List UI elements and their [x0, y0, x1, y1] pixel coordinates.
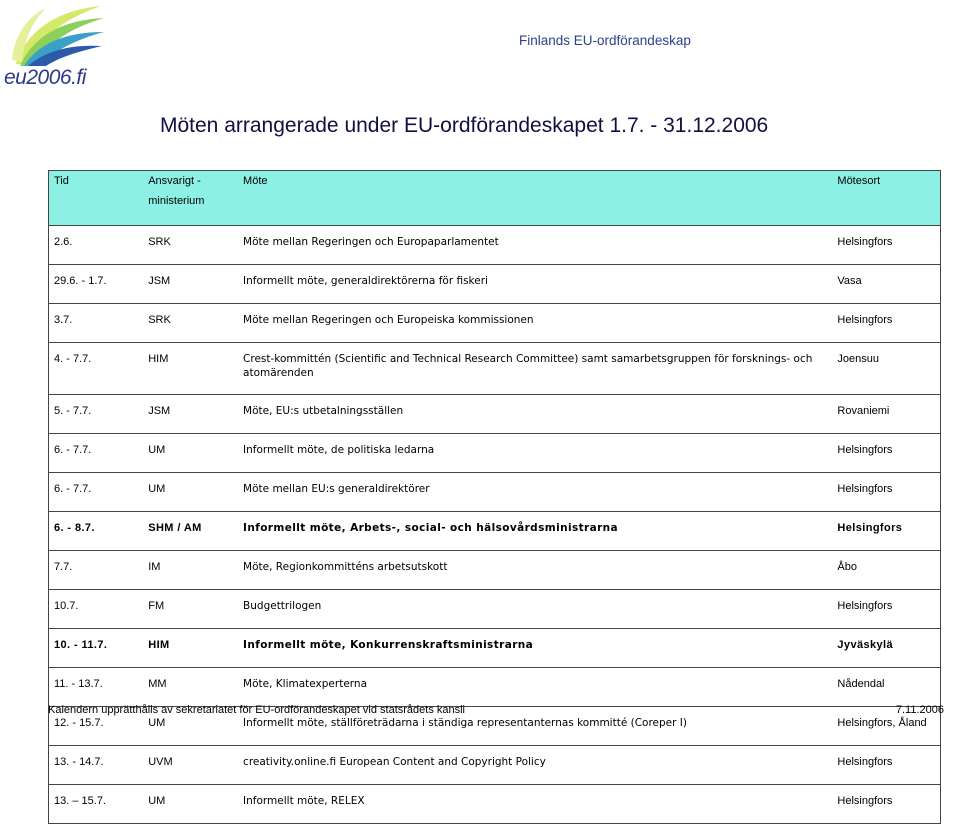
cell-ministerium: HIM: [148, 629, 243, 668]
cell-motesort: Jyväskylä: [837, 629, 940, 668]
table-row: [49, 226, 941, 265]
column-header-mote: Möte: [243, 171, 837, 226]
cell-ministerium: JSM: [148, 395, 243, 434]
cell-tid: 4. - 7.7.: [49, 343, 149, 395]
cell-motesort: Helsingfors: [837, 590, 940, 629]
cell-ministerium: HIM: [148, 343, 243, 395]
column-header-motesort: Mötesort: [837, 171, 940, 226]
cell-ministerium: UM: [148, 785, 243, 824]
cell-ministerium: FM: [148, 590, 243, 629]
cell-mote: Möte, Klimatexperterna: [243, 668, 837, 707]
column-header-ministerium-label: Ansvarigt - ministerium: [148, 175, 205, 207]
cell-tid: 11. - 13.7.: [49, 668, 149, 707]
cell-motesort: Helsingfors: [837, 746, 940, 785]
cell-motesort: Helsingfors: [837, 304, 940, 343]
cell-tid: 29.6. - 1.7.: [49, 265, 149, 304]
cell-ministerium: MM: [148, 668, 243, 707]
cell-mote: Möte mellan Regeringen och Europaparlamentet: [243, 226, 837, 265]
cell-ministerium: JSM: [148, 265, 243, 304]
cell-tid: 7.7.: [49, 551, 149, 590]
table-row: [49, 590, 941, 629]
table-row: [49, 512, 941, 551]
cell-ministerium: SRK: [148, 304, 243, 343]
cell-ministerium: UM: [148, 434, 243, 473]
cell-mote: Möte mellan Regeringen och Europeiska kommissionen: [243, 304, 837, 343]
presidency-label: Finlands EU-ordförandeskap: [519, 33, 691, 48]
cell-mote: Informellt möte, generaldirektörerna för fiskeri: [243, 265, 837, 304]
cell-tid: 3.7.: [49, 304, 149, 343]
cell-tid: 13. - 14.7.: [49, 746, 149, 785]
page-title: Möten arrangerade under EU-ordförandeskapet 1.7. - 31.12.2006: [160, 114, 769, 137]
table-row: [49, 785, 941, 824]
cell-tid: 12. - 15.7.: [49, 707, 149, 746]
table-row: [49, 551, 941, 590]
cell-tid: 10. - 11.7.: [49, 629, 149, 668]
cell-tid: 10.7.: [49, 590, 149, 629]
cell-ministerium: SHM / AM: [148, 512, 243, 551]
meeting-table: [48, 170, 941, 824]
cell-motesort: Helsingfors: [837, 434, 940, 473]
cell-mote: creativity.online.fi European Content and Copyright Policy: [243, 746, 837, 785]
cell-ministerium: UVM: [148, 746, 243, 785]
cell-motesort: Helsingfors: [837, 512, 940, 551]
cell-mote: Informellt möte, Konkurrenskraftsministrarna: [243, 629, 837, 668]
cell-mote: Möte mellan EU:s generaldirektörer: [243, 473, 837, 512]
cell-motesort: Helsingfors: [837, 785, 940, 824]
cell-motesort: Rovaniemi: [837, 395, 940, 434]
table-row: [49, 434, 941, 473]
table-row: [49, 629, 941, 668]
cell-tid: 6. - 7.7.: [49, 434, 149, 473]
table-row: [49, 668, 941, 707]
cell-mote: Informellt möte, RELEX: [243, 785, 837, 824]
cell-motesort: Helsingfors: [837, 473, 940, 512]
table-header-row: [49, 171, 941, 226]
table-body: [49, 226, 941, 824]
cell-mote: Informellt möte, Arbets-, social- och hälsovårdsministrarna: [243, 512, 837, 551]
cell-ministerium: IM: [148, 551, 243, 590]
cell-mote: Möte, EU:s utbetalningsställen: [243, 395, 837, 434]
column-header-ministerium: [148, 171, 243, 226]
cell-mote: Informellt möte, ställföreträdarna i ständiga representanternas kommitté (Coreper I): [243, 707, 837, 746]
cell-ministerium: SRK: [148, 226, 243, 265]
cell-mote: Informellt möte, de politiska ledarna: [243, 434, 837, 473]
table-row: [49, 304, 941, 343]
cell-tid: 6. - 7.7.: [49, 473, 149, 512]
table-row: [49, 746, 941, 785]
cell-tid: 2.6.: [49, 226, 149, 265]
cell-motesort: Joensuu: [837, 343, 940, 395]
cell-mote: Budgettrilogen: [243, 590, 837, 629]
cell-motesort: Nådendal: [837, 668, 940, 707]
cell-motesort: Åbo: [837, 551, 940, 590]
cell-mote: Crest-kommittén (Scientific and Technical Research Committee) samt samarbetsgruppen för forsknings- och atomärenden: [243, 343, 837, 395]
footer-note: Kalendern upprätthålls av sekretariatet för EU-ordförandeskapet vid statsrådets kansli: [48, 704, 465, 716]
cell-ministerium: UM: [148, 707, 243, 746]
cell-tid: 5. - 7.7.: [49, 395, 149, 434]
logo-text: eu2006.fi: [4, 66, 86, 89]
cell-motesort: Vasa: [837, 265, 940, 304]
table-row: [49, 395, 941, 434]
cell-ministerium: UM: [148, 473, 243, 512]
cell-mote: Möte, Regionkommitténs arbetsutskott: [243, 551, 837, 590]
cell-tid: 13. – 15.7.: [49, 785, 149, 824]
cell-tid: 6. - 8.7.: [49, 512, 149, 551]
cell-motesort: Helsingfors, Åland: [837, 707, 940, 746]
table-row: [49, 265, 941, 304]
table-row: [49, 343, 941, 395]
footer-date: 7.11.2006: [895, 704, 944, 716]
table-row: [49, 473, 941, 512]
cell-motesort: Helsingfors: [837, 226, 940, 265]
column-header-tid: Tid: [49, 171, 149, 226]
